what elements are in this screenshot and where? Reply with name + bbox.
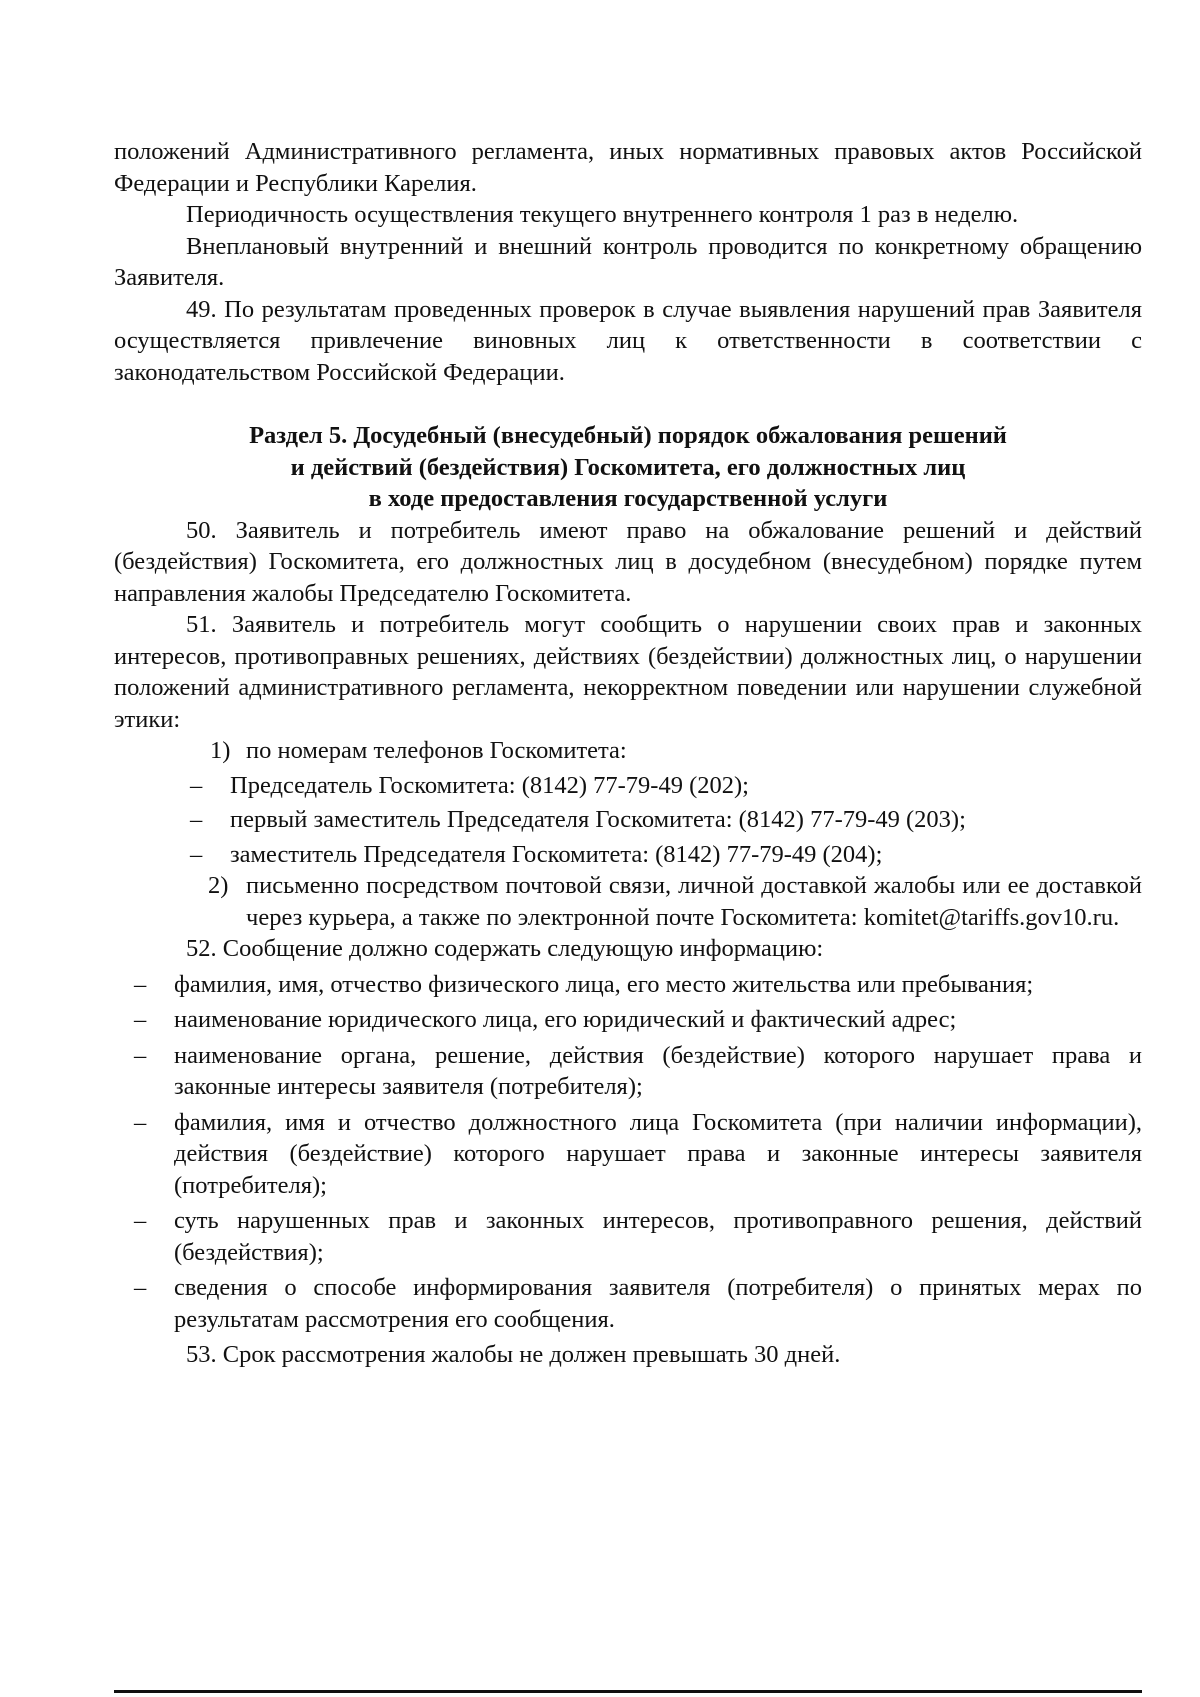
dash-marker: – [190, 840, 203, 868]
section-title-line: Раздел 5. Досудебный (внесудебный) порядок обжалования решений [249, 422, 1007, 449]
list-item [114, 1004, 1142, 1036]
dash-marker: – [134, 1207, 147, 1234]
list-item-text: фамилия, имя и отчество должностного лица Госкомитета (при наличии информации), действия (бездействие) которого нарушает права и законные интересы заявителя (потребителя); [174, 1108, 1142, 1199]
phone-line [114, 770, 1142, 802]
list-item [114, 1040, 1142, 1103]
contact-list [114, 735, 1142, 933]
paragraph-unplanned-control: Внеплановый внутренний и внешний контроль проводится по конкретному обращению Заявителя. [114, 232, 1142, 291]
list-item-text: по номерам телефонов Госкомитета: [246, 737, 627, 764]
list-item [114, 1205, 1142, 1268]
list-item [114, 1272, 1142, 1335]
paragraph-53: 53. Срок рассмотрения жалобы не должен превышать 30 дней. [186, 1341, 841, 1368]
document-page [114, 136, 1142, 1371]
dash-marker: – [190, 771, 203, 799]
section-title-line: в ходе предоставления государственной услуги [368, 485, 888, 512]
list-item [114, 969, 1142, 1001]
list-item-text: суть нарушенных прав и законных интересов, противоправного решения, действий (бездействия); [174, 1207, 1142, 1266]
dash-marker: – [134, 970, 147, 998]
dash-marker: – [190, 806, 203, 833]
dash-marker: – [134, 1108, 147, 1136]
list-item-text: письменно посредством почтовой связи, личной доставкой жалобы или ее доставкой через курьера, а также по электронной почте Госкомитета: komitet@tariffs.gov10.ru. [246, 872, 1142, 931]
list-number: 1) [210, 737, 231, 764]
paragraph-50: 50. Заявитель и потребитель имеют право на обжалование решений и действий (бездействия) Госкомитета, его должностных лиц в досудебном (внесудебном) порядке путем направления жалобы Председателю Госкомитета. [114, 516, 1142, 607]
list-item-text: сведения о способе информирования заявителя (потребителя) о принятых мерах по результатам рассмотрения его сообщения. [174, 1274, 1142, 1333]
section-title [114, 420, 1142, 515]
list-number: 2) [208, 872, 229, 899]
contact-item-phones [114, 735, 1142, 767]
list-item [114, 1107, 1142, 1202]
phone-line-text: Председатель Госкомитета: (8142) 77-79-49 (202); [230, 771, 749, 799]
paragraph-51: 51. Заявитель и потребитель могут сообщить о нарушении своих прав и законных интересов, противоправных решениях, действиях (бездействии) должностных лиц, о нарушении положений административного регламента, некорректном поведении или нарушении служебной этики: [114, 611, 1142, 733]
paragraph-intro: положений Административного регламента, иных нормативных правовых актов Российской Федерации и Республики Карелия. [114, 138, 1142, 197]
dash-marker: – [134, 1274, 147, 1301]
paragraph-periodicity: Периодичность осуществления текущего внутреннего контроля 1 раз в неделю. [186, 201, 1019, 228]
phone-line-text: заместитель Председателя Госкомитета: (8142) 77-79-49 (204); [230, 840, 883, 868]
footer-rule [114, 1690, 1142, 1693]
phone-line-text: первый заместитель Председателя Госкомитета: (8142) 77-79-49 (203); [230, 806, 966, 833]
phone-line [114, 839, 1142, 871]
list-item-text: фамилия, имя, отчество физического лица, его место жительства или пребывания; [174, 970, 1034, 998]
required-info-list [114, 969, 1142, 1336]
dash-marker: – [134, 1041, 147, 1069]
paragraph-52: 52. Сообщение должно содержать следующую информацию: [186, 935, 824, 962]
list-item-text: наименование юридического лица, его юридический и фактический адрес; [174, 1006, 957, 1033]
dash-marker: – [134, 1006, 147, 1033]
section-title-line: и действий (бездействия) Госкомитета, его должностных лиц [290, 453, 966, 481]
phone-line [114, 804, 1142, 836]
contact-item-written [114, 870, 1142, 933]
list-item-text: наименование органа, решение, действия (бездействие) которого нарушает права и законные интересы заявителя (потребителя); [174, 1041, 1142, 1100]
paragraph-49: 49. По результатам проведенных проверок в случае выявления нарушений прав Заявителя осуществляется привлечение виновных лиц к ответственности в соответствии с законодательством Российской Федерации. [114, 295, 1142, 386]
